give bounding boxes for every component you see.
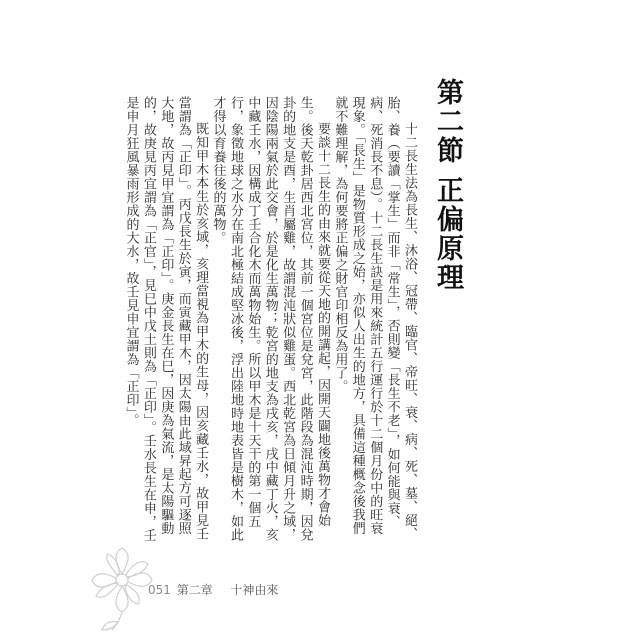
- page-number: 051: [148, 583, 171, 597]
- section-heading: 第二節 正偏原理: [432, 78, 463, 293]
- chapter-label: 第二章: [176, 583, 213, 597]
- paragraph: 既知甲木本生於亥域，亥理當視為甲木的生母，因亥藏壬水，故甲見壬當謂為「正印」。丙戊長生於寅，而寅藏甲木，因太陽由此域昇起方可逐照大地，故丙見甲宜謂為「正印」。庚金長生在巳，因庚為氣流，是太陽驅動的，故庚見丙宜謂為「正官」，見巳中戊土則為「正印」。壬水長生在申，壬是申月狂風暴雨形成的大水，故壬見申宜謂為「正印」。: [123, 96, 209, 542]
- paragraph: 要談十二長生的由來就要從天地的開講起，因開天闢地後萬物才會始生。後天乾卦居西北宮位，其前一個宮位是兌宮，此階段為混沌時期，因兌卦的地支是酉，生肖屬雞，故謂混沌狀似雞蛋。西北乾宮為日傾月升之域，因陰陽兩氣於此交會，於是化生萬物；乾宮的地支為戌亥，戌中藏丁火，亥中藏壬水，因構成丁壬合化木而萬物始生。所以甲木是十天干的第一個五行，象徵地球之水分在南北極結成堅冰後，浮出陸地時地表皆是樹木，如此才得以育養往後的萬物。: [210, 96, 330, 542]
- page-footer: [148, 581, 278, 598]
- chapter-title: 十神由來: [230, 583, 279, 597]
- paragraph: 十二長生法為長生、沐浴、冠帶、臨官、帝旺、衰、病、死、墓、絕、胎、養（要讀「掌生」而非「常生」，否則變「長生不老」，如何能與衰、病、死消長不息）。十二長生訣是用來統計五行運行於十二個月份中的旺衰現象。「長生」是物質形成之始，亦似人出生的地方，具備這種概念後我們就不難理解，為何要將正偏之財官印相反為用了。: [332, 96, 417, 541]
- body-text: [123, 96, 418, 548]
